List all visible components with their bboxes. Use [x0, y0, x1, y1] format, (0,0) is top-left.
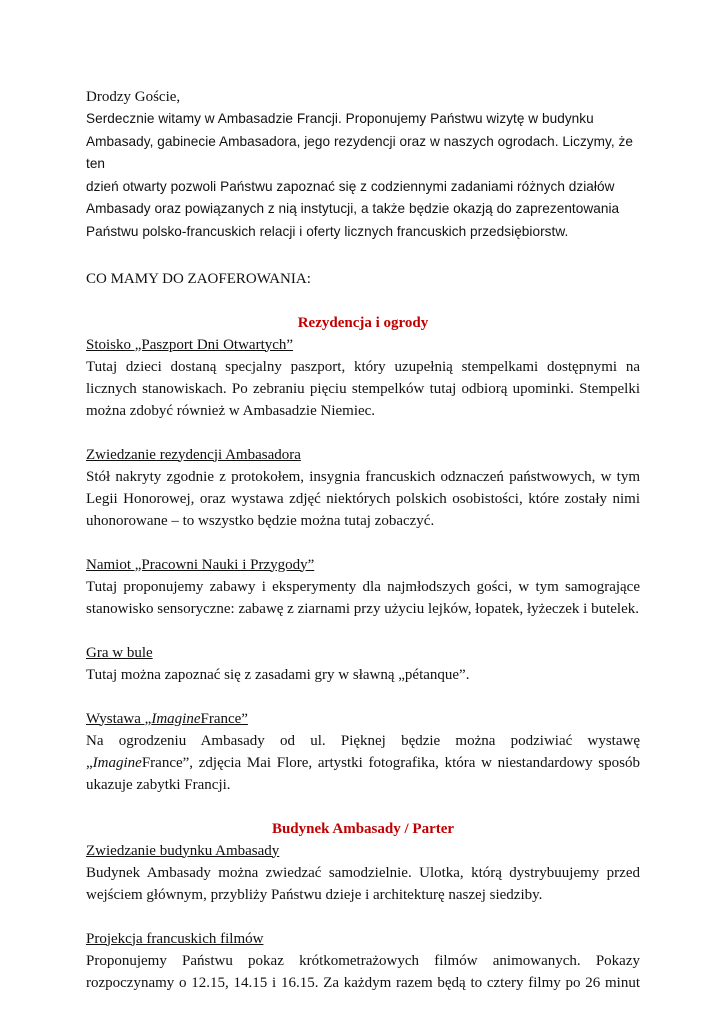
exhibition-title-italic: Imagine — [151, 710, 201, 727]
item-title-building-tour: Zwiedzanie budynku Ambasady — [86, 842, 280, 859]
intro-line: Serdecznie witamy w Ambasadzie Francji. Proponujemy Państwu wizytę w budynku — [86, 111, 594, 126]
exhibition-title-prefix: Wystawa „ — [86, 710, 152, 727]
item-title-films: Projekcja francuskich filmów — [86, 930, 264, 947]
item-body-passport: Tutaj dzieci dostaną specjalny paszport, który uzupełnią stempelkami dostępnymi na licznych stanowiskach. Po zebraniu pięciu stempelków tutaj odbiorą upominki. Stempelki można zdobyć również w Ambasadzie Niemiec. — [86, 358, 640, 419]
item-title-science-tent: Namiot „Pracowni Nauki i Przygody” — [86, 556, 315, 573]
item-body-films-line: Proponujemy Państwu pokaz krótkometrażowych filmów animowanych. Pokazy — [86, 952, 640, 969]
section-heading-building: Budynek Ambasady / Parter — [271, 820, 455, 837]
offer-heading: CO MAMY DO ZAOFEROWANIA: — [86, 270, 311, 287]
document-page — [86, 86, 640, 994]
intro-line: Ambasady, gabinecie Ambasadora, jego rezydencji oraz w naszych ogrodach. Liczymy, że ten — [86, 133, 633, 172]
intro-line: Państwu polsko-francuskich relacji i oferty licznych francuskich przedsiębiorstw. — [86, 223, 569, 239]
item-title-passport: Stoisko „Paszport Dni Otwartych” — [86, 336, 294, 353]
intro-paragraph — [86, 108, 640, 244]
item-body-science-tent: Tutaj proponujemy zabawy i eksperymenty dla najmłodszych gości, w tym samogrające stanowisko sensoryczne: zabawę z ziarnami przy użyciu lejków, łopatek, łyżeczek i butelek. — [86, 578, 640, 617]
exhibition-body-prefix: Na ogrodzeniu Ambasady od ul. Pięknej będzie można podziwiać wystawę „ — [86, 732, 640, 771]
item-title-exhibition — [86, 708, 640, 730]
item-title-residence-tour: Zwiedzanie rezydencji Ambasadora — [86, 446, 301, 463]
section-heading-residence: Rezydencja i ogrody — [297, 314, 429, 331]
item-body-residence-tour: Stół nakryty zgodnie z protokołem, insygnia francuskich odznaczeń państwowych, w tym Legii Honorowej, oraz wystawa zdjęć niektórych polskich osobistości, które zostały nimi uhonorowane – to wszystko będzie można tutaj zobaczyć. — [86, 468, 640, 529]
item-body-building-tour: Budynek Ambasady można zwiedzać samodzielnie. Ulotka, którą dystrybuujemy przed wejściem głównym, przybliży Państwu dzieje i architekturę naszej siedziby. — [86, 864, 640, 903]
greeting: Drodzy Goście, — [86, 89, 181, 105]
intro-line: Ambasady oraz powiązanych z nią instytucji, a także będzie okazją do zaprezentowania — [86, 201, 620, 217]
exhibition-body-suffix: France”, zdjęcia Mai Flore, artystki fotografika, która w niestandardowy sposób ukazuje zabytki Francji. — [86, 754, 640, 793]
exhibition-body-italic: Imagine — [92, 754, 142, 771]
exhibition-title-suffix: France” — [200, 710, 248, 727]
item-body-exhibition — [86, 730, 640, 796]
item-title-petanque: Gra w bule — [86, 644, 153, 661]
intro-line: dzień otwarty pozwoli Państwu zapoznać się z codziennymi zadaniami różnych działów — [86, 178, 615, 194]
item-body-films-line: rozpoczynamy o 12.15, 14.15 i 16.15. Za każdym razem będą to cztery filmy po 26 minut — [86, 974, 640, 991]
item-body-petanque: Tutaj można zapoznać się z zasadami gry w sławną „pétanque”. — [86, 666, 470, 683]
